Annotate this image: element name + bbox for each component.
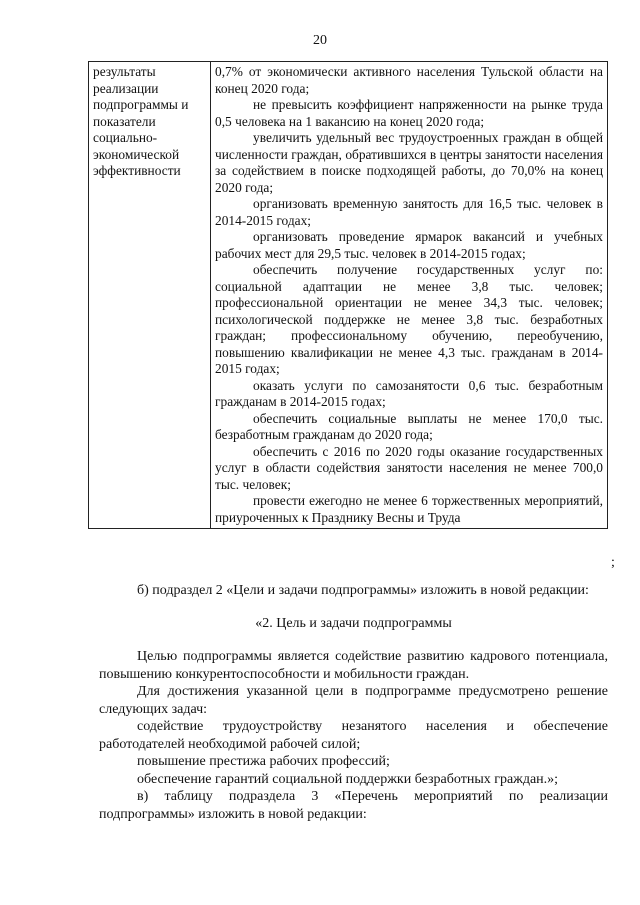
result-item: увеличить удельный вес трудоустроенных граждан в общей численности граждан, обратившихся в центры занятости населения за содействием в поиске подходящей работы, до 70,0% на конец 2020 года;: [215, 130, 603, 195]
paragraph-v: в) таблицу подраздела 3 «Перечень мероприятий по реализации подпрограммы» изложить в новой редакции:: [99, 789, 608, 822]
result-item: организовать временную занятость для 16,5 тыс. человек в 2014-2015 годах;: [215, 196, 603, 228]
table-trailing-semicolon: ;: [611, 555, 615, 570]
result-item: провести ежегодно не менее 6 торжественных мероприятий, приуроченных к Празднику Весны и Труда: [215, 493, 603, 525]
body-text: [99, 582, 608, 823]
table-right-cell: [211, 62, 608, 529]
page-number: 20: [313, 33, 327, 48]
result-item: организовать проведение ярмарок вакансий и учебных рабочих мест для 29,5 тыс. человек в 2014-2015 годах;: [215, 229, 603, 261]
result-item: обеспечить социальные выплаты не менее 170,0 тыс. безработным гражданам до 2020 года;: [215, 410, 603, 442]
result-item: обеспечить получение государственных услуг по: социальной адаптации не менее 3,8 тыс. человек; профессиональной ориентации не менее 34,3 тыс. человек; психологической поддержке не менее 3,8 тыс. безработных граждан; профессиональному обучению, переобучению, повышению квалификации не менее 4,3 тыс. гражданам в 2014-2015 годах;: [215, 262, 603, 376]
result-item: оказать услуги по самозанятости 0,6 тыс. безработным гражданам в 2014-2015 годах;: [215, 377, 603, 409]
table-row: [89, 62, 608, 529]
paragraph-achieve: Для достижения указанной цели в подпрограмме предусмотрено решение следующих задач:: [99, 684, 608, 717]
task-item: повышение престижа рабочих профессий;: [137, 754, 390, 769]
task-item: содействие трудоустройству незанятого населения и обеспечение работодателей необходимой рабочей силой;: [99, 719, 608, 752]
paragraph-b: б) подраздел 2 «Цели и задачи подпрограммы» изложить в новой редакции:: [137, 583, 589, 598]
result-item: обеспечить с 2016 по 2020 годы оказание государственных услуг в области содействия занятости населения не менее 700,0 тыс. человек;: [215, 443, 603, 492]
section-heading: «2. Цель и задачи подпрограммы: [255, 615, 452, 631]
task-item: обеспечение гарантий социальной поддержки безработных граждан.»;: [137, 771, 559, 787]
result-item: 0,7% от экономически активного населения Тульской области на конец 2020 года;: [215, 64, 603, 96]
indicators-table: [88, 61, 608, 529]
table-left-cell: результаты реализации подпрограммы и показатели социально-экономической эффективности: [89, 62, 211, 529]
result-item: не превысить коэффициент напряженности на рынке труда 0,5 человека на 1 вакансию на конец 2020 года;: [215, 97, 603, 129]
paragraph-goal: Целью подпрограммы является содействие развитию кадрового потенциала, повышению конкурентоспособности и мобильности граждан.: [99, 649, 608, 682]
